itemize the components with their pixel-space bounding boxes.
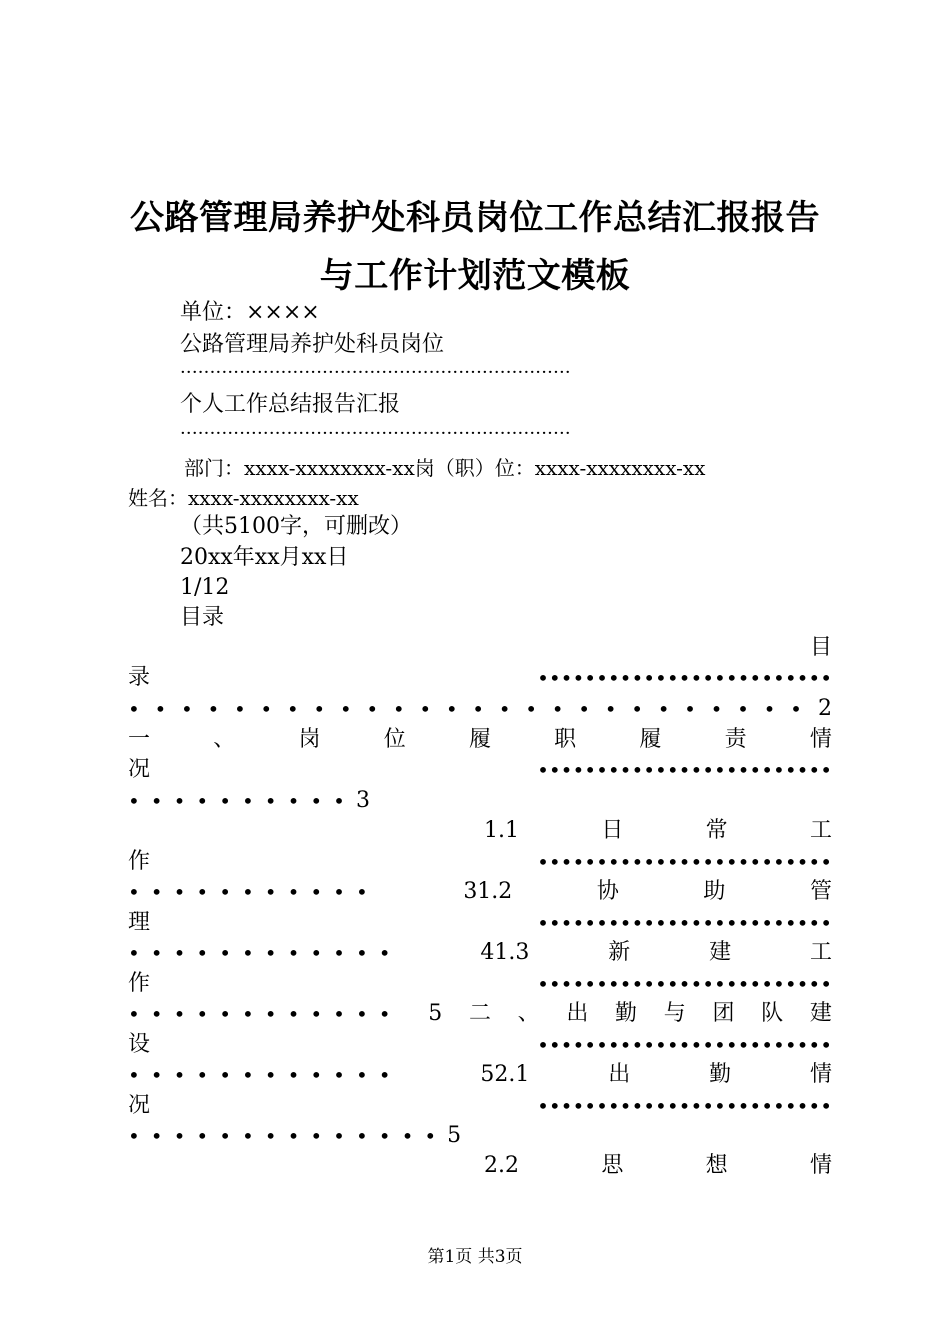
leader-dots: ••••••••••••••••••••••••• [537,911,832,935]
toc-text: 作 [128,971,151,996]
toc-text: 况 [128,1093,151,1118]
toc-text: 、 [213,727,236,752]
toc-text: 责 [724,727,747,752]
toc-heading: 目录 [180,605,225,630]
toc-text: 助 [703,879,726,904]
toc-text: 想 [705,1153,728,1178]
toc-text: 职 [554,727,577,752]
toc-text: 履 [468,727,491,752]
toc-text: 队 [761,1001,784,1026]
toc-page-number: 5 [447,1123,462,1148]
toc-text: 思 [601,1153,624,1178]
position-line: 公路管理局养护处科员岗位 [180,332,445,357]
toc-row-6 [128,786,832,816]
toc-row-7 [484,816,832,846]
department-line: 部门：xxxx-xxxxxxxx-xx岗（职）位：xxxx-xxxxxxxx-xx [184,456,706,480]
toc-text: 协 [596,879,619,904]
toc-text: 与 [663,1001,686,1026]
toc-text: 1.1 [484,818,519,843]
leader-dots: •••••••••••• [128,1002,402,1026]
toc-row-13 [128,999,832,1029]
leader-dots: • • • • • • • • • • • • • • • • • • • • • • • • • • [128,697,802,721]
doc-type-line: 个人工作总结报告汇报 [180,392,401,417]
name-line: 姓名：xxxx-xxxxxxxx-xx [128,486,359,510]
toc-text: 录 [128,665,151,690]
toc-text: 履 [639,727,662,752]
dotted-separator-1: ·································································· [180,362,571,383]
toc-text: 建 [709,940,732,965]
leader-dots: •••••••••• [128,789,356,813]
toc-text: 团 [712,1001,735,1026]
leader-dots: ••••••••••••••••••••••••• [537,1094,832,1118]
toc-text: 工 [809,940,832,965]
toc-row-1 [128,633,832,663]
toc-page-number: 3 [355,788,370,813]
toc-text: 工 [809,818,832,843]
leader-dots: •••••••••••••• [128,1124,448,1148]
toc-row-3 [128,694,832,724]
toc-text: 管 [809,879,832,904]
toc-page-number: 5 [428,1001,443,1026]
leader-dots: ••••••••••••••••••••••••• [537,850,832,874]
toc-text: 建 [809,1001,832,1026]
toc-text: 目 [809,635,832,660]
toc-page-number: 41.3 [480,940,530,965]
toc-text: 作 [128,849,151,874]
toc-text: 日 [601,818,624,843]
toc-row-11 [128,938,832,968]
toc-text: 岗 [298,727,321,752]
toc-text: 出 [566,1001,589,1026]
toc-text: 理 [128,910,151,935]
toc-text: 新 [608,940,631,965]
toc-text: 位 [383,727,406,752]
toc-row-16 [128,1091,832,1121]
leader-dots: ••••••••••••••••••••••••• [537,758,832,782]
page-ref-line: 1/12 [180,575,230,600]
unit-line: 单位：×××× [180,300,320,325]
toc-row-17 [128,1121,832,1151]
toc-page-number: 31.2 [463,879,513,904]
toc-text: 情 [809,1153,832,1178]
date-line: 20xx年xx月xx日 [180,545,349,570]
toc-page-number: 52.1 [480,1062,530,1087]
toc-text: 况 [128,757,151,782]
toc-row-14 [128,1030,832,1060]
toc-row-12 [128,969,832,999]
toc-text: 勤 [615,1001,638,1026]
leader-dots: •••••••••••• [128,1063,402,1087]
toc-text: 、 [517,1001,540,1026]
toc-page-number: 2 [818,696,832,721]
document-title-line-2: 与工作计划范文模板 [319,256,631,296]
toc-text: 出 [608,1062,631,1087]
leader-dots: ••••••••••••••••••••••••• [537,972,832,996]
toc-row-18 [484,1151,832,1181]
leader-dots: •••••••••••• [128,941,402,965]
toc-text: 设 [128,1032,151,1057]
toc-text: 常 [705,818,728,843]
document-title-line-1: 公路管理局养护处科员岗位工作总结汇报报告 [130,198,820,238]
toc-text: 2.2 [484,1153,519,1178]
toc-text: 情 [809,727,832,752]
leader-dots: ••••••••••• [128,880,379,904]
toc-row-10 [128,908,832,938]
toc-text: 情 [809,1062,832,1087]
dotted-separator-2: ·································································· [180,423,571,444]
word-count-line: （共5100字，可删改） [180,514,412,539]
toc-row-5 [128,755,832,785]
toc-text: 一 [128,727,151,752]
toc-row-15 [128,1060,832,1090]
toc-row-9 [128,877,832,907]
toc-text: 二 [468,1001,491,1026]
toc-row-2 [128,663,832,693]
toc-row-4 [128,725,832,755]
page-footer: 第1页 共3页 [427,1247,523,1267]
leader-dots: ••••••••••••••••••••••••• [537,1033,832,1057]
toc-row-8 [128,847,832,877]
leader-dots: ••••••••••••••••••••••••• [537,666,832,690]
toc-text: 勤 [709,1062,732,1087]
